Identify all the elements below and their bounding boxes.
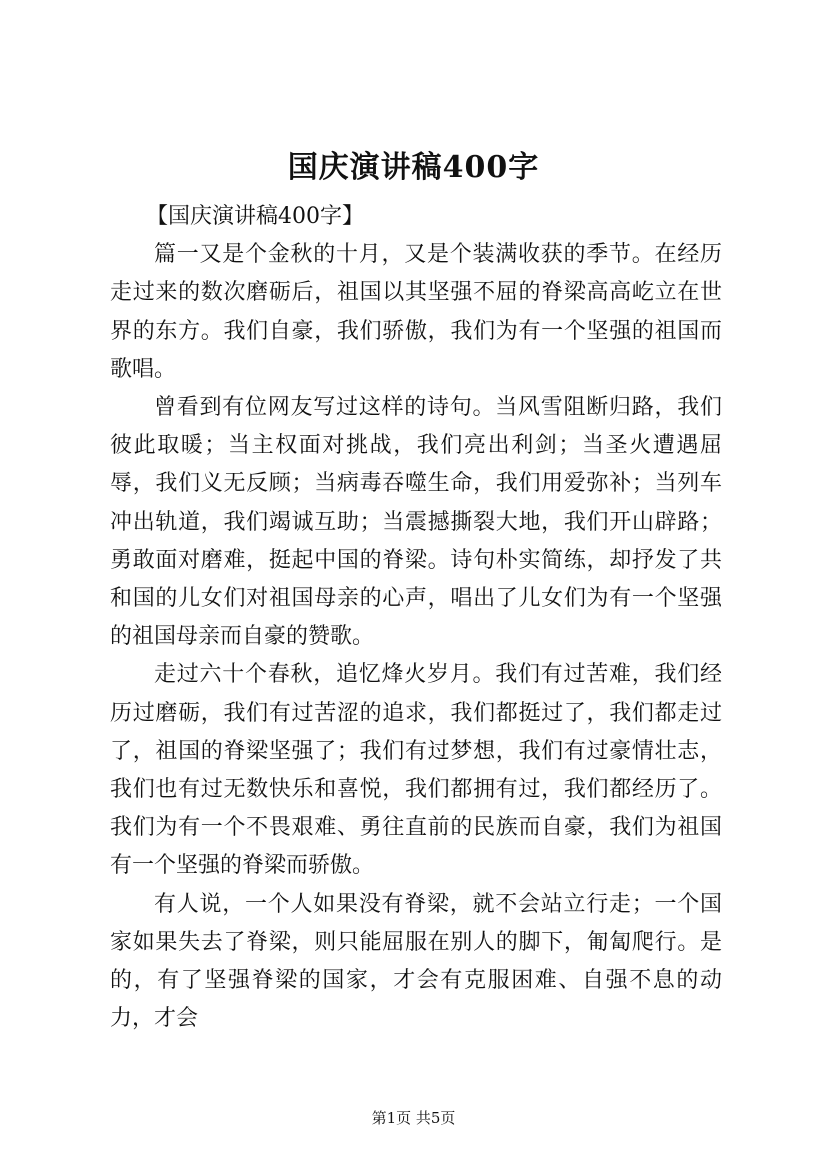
page-footer <box>0 1108 827 1128</box>
page-number-label: 第1页 共5页 <box>371 1109 456 1127</box>
document-subheading: 【国庆演讲稿400字】 <box>146 204 364 229</box>
paragraph-3: 走过六十个春秋，追忆烽火岁月。我们有过苦难，我们经历过磨砺，我们有过苦涩的追求，我们都挺过了，我们都走过了，祖国的脊梁坚强了；我们有过梦想，我们有过豪情壮志，我们也有过无数快乐和喜悦，我们都拥有过，我们都经历了。我们为有一个不畏艰难、勇往直前的民族而自豪，我们为祖国有一个坚强的脊梁而骄傲。 <box>110 662 722 879</box>
paragraph-1: 篇一又是个金秋的十月，又是个装满收获的季节。在经历走过来的数次磨砺后，祖国以其坚强不屈的脊梁高高屹立在世界的东方。我们自豪，我们骄傲，我们为有一个坚强的祖国而歌唱。 <box>110 242 722 382</box>
paragraph-2: 曾看到有位网友写过这样的诗句。当风雪阻断归路，我们彼此取暖；当主权面对挑战，我们亮出利剑；当圣火遭遇屈辱，我们义无反顾；当病毒吞噬生命，我们用爱弥补；当列车冲出轨道，我们竭诚互助；当震撼撕裂大地，我们开山辟路；勇敢面对磨难，挺起中国的脊梁。诗句朴实简练，却抒发了共和国的儿女们对祖国母亲的心声，唱出了儿女们为有一个坚强的祖国母亲而自豪的赞歌。 <box>110 395 722 650</box>
document-body <box>110 198 722 1038</box>
document-title: 国庆演讲稿400字 <box>287 150 540 185</box>
paragraph-4: 有人说，一个人如果没有脊梁，就不会站立行走；一个国家如果失去了脊梁，则只能屈服在别人的脚下，匍匐爬行。是的，有了坚强脊梁的国家，才会有克服困难、自强不息的动力，才会 <box>110 891 722 1032</box>
